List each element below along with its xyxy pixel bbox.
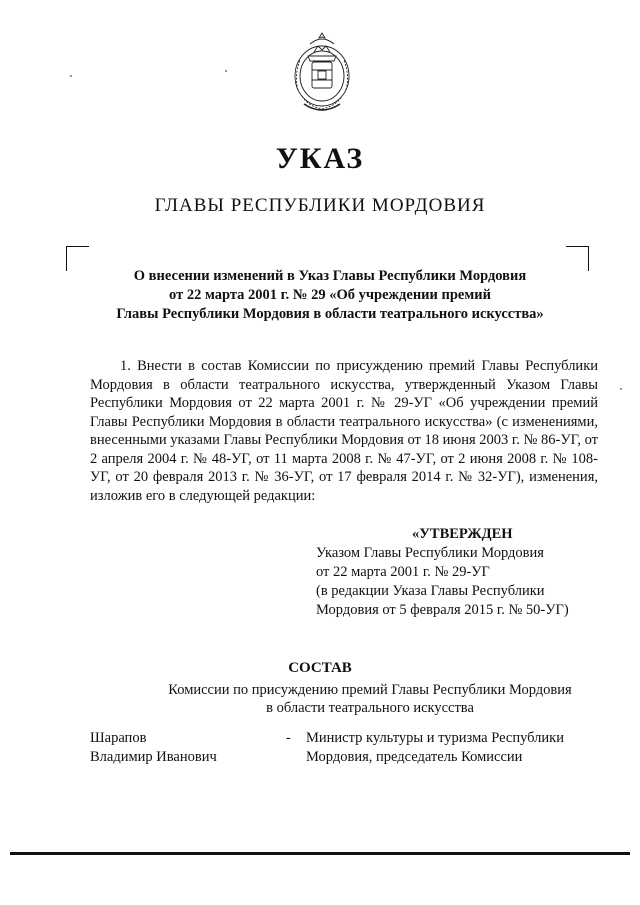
approval-line: от 22 марта 2001 г. № 29-УГ [316, 564, 490, 580]
commission-line: в области театрального искусства [266, 700, 474, 716]
approval-line: Указом Главы Республики Мордовия [316, 545, 544, 561]
member-given-names: Владимир Иванович [90, 748, 217, 765]
approval-block [316, 525, 596, 620]
paragraph-text: 1. Внести в состав Комиссии по присуждению премий Главы Республики Мордовия в области театрального искусства, утвержденный Указом Главы Республики Мордовия от 22 марта 2001 г. № 29-УГ «Об учреждении премий Главы Республики Мордовия в области театрального искусства» (с изменениями, внесенными указами Главы Республики Мордовия от 18 июня 2003 г. № 86-УГ, от 2 апреля 2004 г. № 48-УГ, от 11 марта 2008 г. № 47-УГ, от 2 июня 2008 г. № 108-УГ, от 20 февраля 2013 г. № 36-УГ, от 17 февраля 2014 г. № 32-УГ), изменения, изложив его в следующей редакции: [90, 358, 598, 504]
member-dash: - [286, 730, 291, 746]
scan-speck [225, 70, 227, 72]
member-surname: Шарапов [90, 730, 147, 746]
main-paragraph [90, 357, 598, 505]
commission-title [110, 681, 630, 717]
document-title: УКАЗ [275, 142, 365, 175]
heading-line: О внесении изменений в Указ Главы Республики Мордовия [133, 268, 527, 284]
bottom-rule [10, 852, 630, 855]
scan-speck [70, 75, 72, 77]
decree-heading [80, 267, 580, 324]
heading-line: Главы Республики Мордовия в области театрального искусства» [116, 306, 544, 322]
approval-line: (в редакции Указа Главы Республики [316, 583, 545, 599]
composition-heading: СОСТАВ [288, 660, 352, 676]
approval-line: Мордовия от 5 февраля 2015 г. № 50-УГ) [316, 602, 569, 618]
member-role: Министр культуры и туризма Республики Мордовия, председатель Комиссии [306, 730, 564, 765]
approval-title: «УТВЕРЖДЕН [412, 526, 513, 542]
document-subtitle: ГЛАВЫ РЕСПУБЛИКИ МОРДОВИЯ [154, 195, 486, 216]
coat-of-arms-emblem [288, 30, 356, 120]
scan-speck [620, 388, 622, 390]
commission-line: Комиссии по присуждению премий Главы Республики Мордовия [168, 682, 572, 698]
heading-line: от 22 марта 2001 г. № 29 «Об учреждении премий [169, 287, 491, 303]
member-name [90, 729, 280, 766]
